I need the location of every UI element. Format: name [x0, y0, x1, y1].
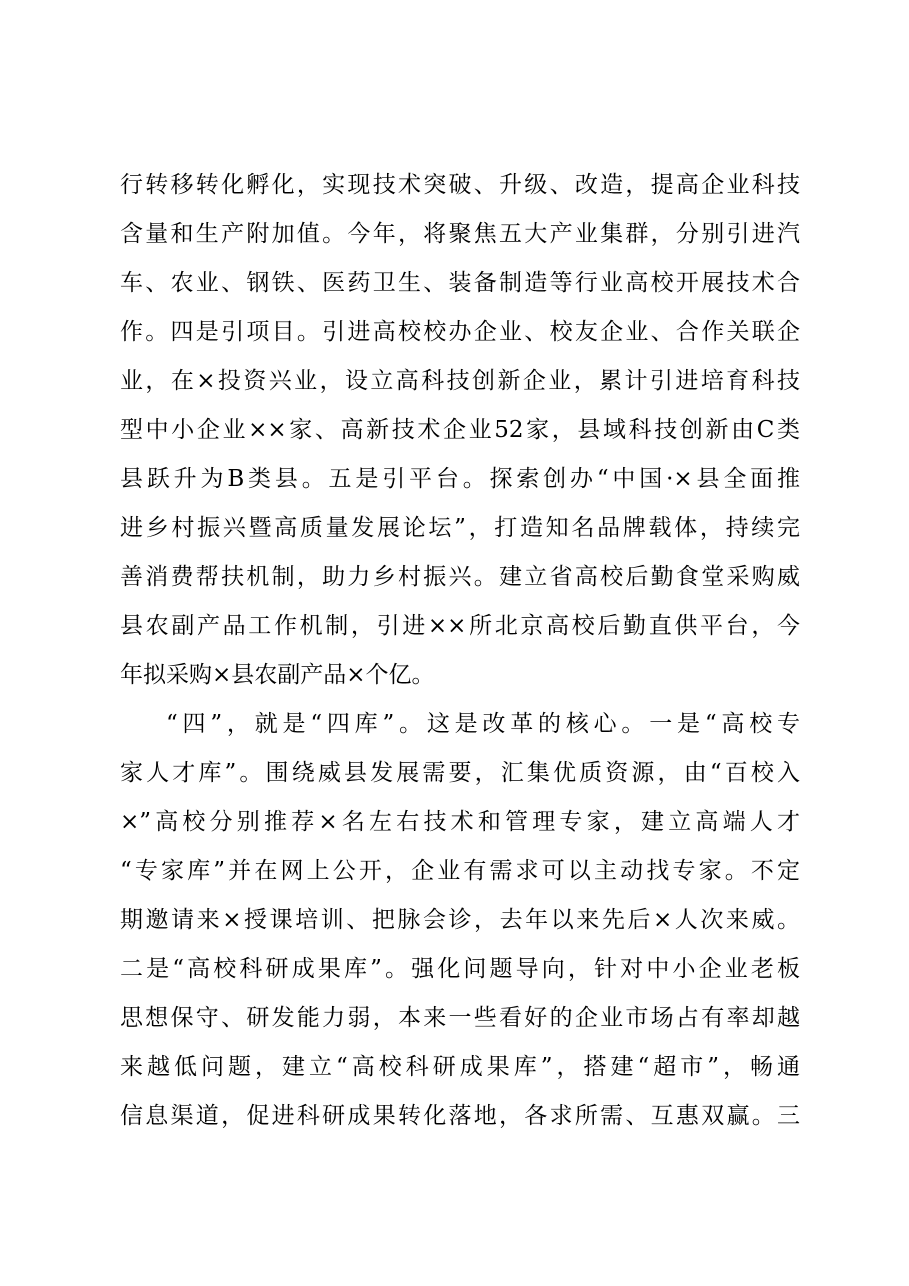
paragraph-1-line-2: 含量和生产附加值。今年，将聚焦五大产业集群，分别引进汽	[120, 221, 800, 247]
paragraph-2-line-3: ×”高校分别推荐×名左右技术和管理专家，建立高端人才	[120, 809, 800, 835]
paragraph-2-line-9: 信息渠道，促进科研成果转化落地，各求所需、互惠双赢。三	[120, 1103, 800, 1129]
paragraph-2-line-6: 二是“高校科研成果库”。强化问题导向，针对中小企业老板	[120, 956, 800, 982]
paragraph-1-line-5: 业，在×投资兴业，设立高科技创新企业，累计引进培育科技	[120, 368, 800, 394]
paragraph-1-line-11: 年拟采购×县农副产品×个亿。	[120, 662, 435, 688]
paragraph-1-line-9: 善消费帮扶机制，助力乡村振兴。建立省高校后勤食堂采购威	[120, 564, 800, 590]
paragraph-1-line-1: 行转移转化孵化，实现技术突破、升级、改造，提高企业科技	[120, 172, 800, 198]
paragraph-1-line-7: 县跃升为B类县。五是引平台。探索创办“中国·×县全面推	[120, 466, 800, 492]
paragraph-2-line-7: 思想保守、研发能力弱，本来一些看好的企业市场占有率却越	[120, 1005, 800, 1031]
paragraph-2-line-1: “四”，就是“四库”。这是改革的核心。一是“高校专	[166, 711, 800, 737]
paragraph-1-line-4: 作。四是引项目。引进高校校办企业、校友企业、合作关联企	[120, 319, 800, 345]
paragraph-1-line-6: 型中小企业××家、高新技术企业52家，县域科技创新由C类	[120, 417, 800, 443]
paragraph-2-line-5: 期邀请来×授课培训、把脉会诊，去年以来先后×人次来威。	[120, 907, 800, 933]
paragraph-1-line-10: 县农副产品工作机制，引进××所北京高校后勤直供平台，今	[120, 613, 800, 639]
paragraph-2-line-2: 家人才库”。围绕威县发展需要，汇集优质资源，由“百校入	[120, 760, 800, 786]
paragraph-1-line-8: 进乡村振兴暨高质量发展论坛”，打造知名品牌载体，持续完	[120, 515, 800, 541]
paragraph-2-line-8: 来越低问题，建立“高校科研成果库”，搭建“超市”，畅通	[120, 1054, 800, 1080]
paragraph-1-line-3: 车、农业、钢铁、医药卫生、装备制造等行业高校开展技术合	[120, 270, 800, 296]
paragraph-2-line-4: “专家库”并在网上公开，企业有需求可以主动找专家。不定	[120, 858, 800, 884]
